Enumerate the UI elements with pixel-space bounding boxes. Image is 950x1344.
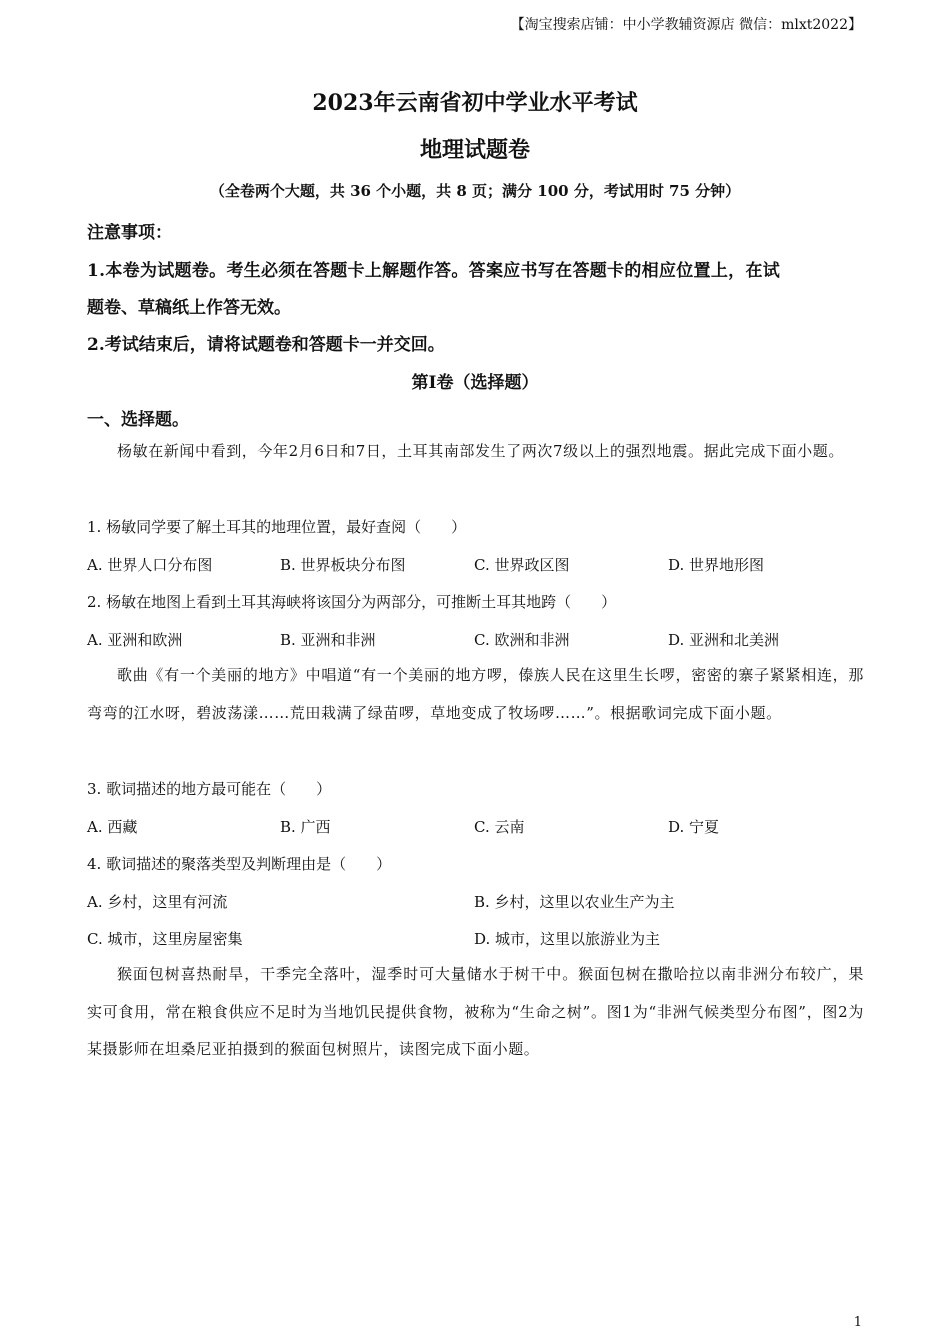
exam-info: （全卷两个大题，共 36 个小题，共 8 页；满分 100 分，考试用时 75 分钟） <box>209 182 741 200</box>
question-3-stem: 3. 歌词描述的地方最可能在（ ） <box>87 780 332 798</box>
question-2-option-d: D. 亚洲和北美洲 <box>668 631 780 649</box>
question-2-option-a: A. 亚洲和欧洲 <box>87 631 183 649</box>
passage-3: 猴面包树喜热耐旱，干季完全落叶，湿季时可大量储水于树干中。猴面包树在撒哈拉以南非洲分布较广，果实可食用，常在粮食供应不足时为当地饥民提供食物，被称为“生命之树”。图1为“非洲气候类型分布图”，图2为某摄影师在坦桑尼亚拍摄到的猴面包树照片，读图完成下面小题。 <box>87 965 864 1058</box>
passage-1: 杨敏在新闻中看到，今年2月6日和7日，土耳其南部发生了两次7级以上的强烈地震。据此完成下面小题。 <box>117 442 844 460</box>
question-1-option-c: C. 世界政区图 <box>474 556 570 574</box>
notice-heading: 注意事项： <box>87 223 172 243</box>
header-note: 【淘宝搜索店铺：中小学教辅资源店 微信：mlxt2022】 <box>510 17 862 33</box>
question-2-option-b: B. 亚洲和非洲 <box>280 631 376 649</box>
page-number: 1 <box>853 1315 862 1330</box>
question-4-option-d: D. 城市，这里以旅游业为主 <box>474 930 661 948</box>
question-1-option-b: B. 世界板块分布图 <box>280 556 406 574</box>
question-4-option-a: A. 乡村，这里有河流 <box>87 893 228 911</box>
question-4-option-b: B. 乡村，这里以农业生产为主 <box>474 893 675 911</box>
exam-subtitle: 地理试题卷 <box>419 137 530 163</box>
exam-title: 2023年云南省初中学业水平考试 <box>312 90 638 116</box>
passage-2: 歌曲《有一个美丽的地方》中唱道“有一个美丽的地方啰，傣族人民在这里生长啰，密密的寨子紧紧相连，那弯弯的江水呀，碧波荡漾……荒田栽满了绿苗啰，草地变成了牧场啰……”。根据歌词完成下面小题。 <box>87 666 864 722</box>
question-1-option-a: A. 世界人口分布图 <box>87 556 213 574</box>
question-2-stem: 2. 杨敏在地图上看到土耳其海峡将该国分为两部分，可推断土耳其地跨（ ） <box>87 593 617 611</box>
question-4-option-c: C. 城市，这里房屋密集 <box>87 930 243 948</box>
question-4-stem: 4. 歌词描述的聚落类型及判断理由是（ ） <box>87 855 392 873</box>
question-3-option-a: A. 西藏 <box>87 818 138 836</box>
notice-item-1-line-1: 1.本卷为试题卷。考生必须在答题卡上解题作答。答案应书写在答题卡的相应位置上，在试 <box>87 261 781 281</box>
part-title: 一、选择题。 <box>87 410 189 430</box>
question-3-option-b: B. 广西 <box>280 818 331 836</box>
section-title: 第Ⅰ卷（选择题） <box>411 373 539 393</box>
notice-item-1-line-2: 题卷、草稿纸上作答无效。 <box>87 298 291 318</box>
question-1-option-d: D. 世界地形图 <box>668 556 765 574</box>
notice-item-2: 2.考试结束后，请将试题卷和答题卡一并交回。 <box>87 335 445 355</box>
question-1-stem: 1. 杨敏同学要了解土耳其的地理位置，最好查阅（ ） <box>87 518 467 536</box>
question-2-option-c: C. 欧洲和非洲 <box>474 631 570 649</box>
question-3-option-c: C. 云南 <box>474 818 525 836</box>
question-3-option-d: D. 宁夏 <box>668 818 720 836</box>
